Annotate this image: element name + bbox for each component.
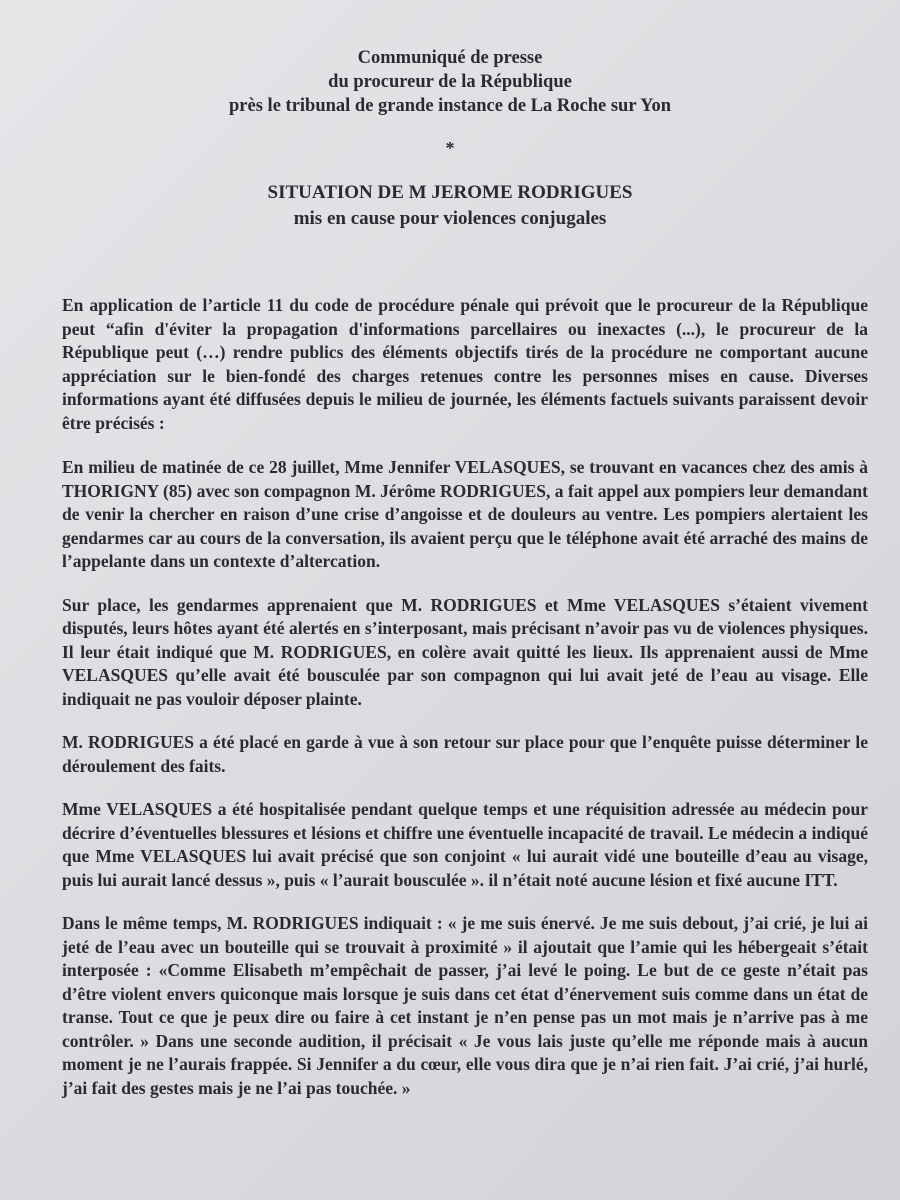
- paragraph-4: M. RODRIGUES a été placé en garde à vue à son retour sur place pour que l’enquête puisse déterminer le déroulement des faits.: [62, 732, 868, 776]
- paragraph-2: En milieu de matinée de ce 28 juillet, Mme Jennifer VELASQUES, se trouvant en vacances chez des amis à THORIGNY (85) avec son compagnon M. Jérôme RODRIGUES, a fait appel aux pompiers leur demandant de venir la chercher en raison d’une crise d’angoisse et de douleurs au ventre. Les pompiers alertaient les gendarmes car au cours de la conversation, ils avaient perçu que le téléphone avait été arraché des mains de l’appelante dans un contexte d’altercation.: [62, 457, 868, 571]
- document-title: [0, 180, 900, 232]
- press-release-header: [0, 46, 900, 118]
- document-body: [62, 294, 868, 1120]
- header-line-3: près le tribunal de grande instance de La Roche sur Yon: [229, 96, 671, 116]
- paragraph-1: En application de l’article 11 du code de procédure pénale qui prévoit que le procureur de la République peut “afin d'éviter la propagation d'informations parcellaires ou inexactes (...), le procureur de la République peut (…) rendre publics des éléments objectifs tirés de la procédure ne comportant aucune appréciation sur le bien-fondé des charges retenues contre les personnes mises en cause. Diverses informations ayant été diffusées depuis le milieu de journée, les éléments factuels suivants paraissent devoir être précisés :: [62, 295, 868, 433]
- header-line-1: Communiqué de presse: [357, 48, 543, 68]
- paragraph-5: Mme VELASQUES a été hospitalisée pendant quelque temps et une réquisition adressée au médecin pour décrire d’éventuelles blessures et lésions et chiffre une éventuelle incapacité de travail. Le médecin a indiqué que Mme VELASQUES lui avait précisé que son conjoint « lui aurait vidé une bouteille d’eau au visage, puis lui aurait lancé dessus », puis « l’aurait bousculée ». il n’était noté aucune lésion et fixé aucune ITT.: [62, 799, 868, 890]
- paragraph-3: Sur place, les gendarmes apprenaient que M. RODRIGUES et Mme VELASQUES s’étaient vivement disputés, leurs hôtes ayant été alertés en s’interposant, mais précisant n’avoir pas vu de violences physiques. Il leur était indiqué que M. RODRIGUES, en colère avait quitté les lieux. Ils apprenaient aussi de Mme VELASQUES qu’elle avait été bousculée par son compagnon qui lui avait jeté de l’eau au visage. Elle indiquait ne pas vouloir déposer plainte.: [62, 594, 868, 709]
- title-subtitle: mis en cause pour violences conjugales: [293, 208, 607, 229]
- header-line-2: du procureur de la République: [328, 72, 572, 92]
- title-main: SITUATION DE M JEROME RODRIGUES: [267, 182, 633, 203]
- separator-asterisk: *: [445, 138, 455, 158]
- paragraph-6: Dans le même temps, M. RODRIGUES indiquait : « je me suis énervé. Je me suis debout, j’ai crié, je lui ai jeté de l’eau avec un bouteille qui se trouvait à proximité » il ajoutait que l’amie qui les hébergeait s’était interposée : «Comme Elisabeth m’empêchait de passer, j’ai levé le poing. Le but de ce geste n’était pas d’être violent envers quiconque mais lorsque je suis dans cet état d’énervement suis comme dans un état de transe. Tout ce que je peux dire ou faire à cet instant je n’en pense pas un mot mais je n’arrive pas à me contrôler. » Dans une seconde audition, il précisait « Je vous lais juste qu’elle me réponde mais à aucun moment je ne l’aurais frappée. Si Jennifer a du cœur, elle vous dira que je n’ai rien fait. J’ai crié, j’ai hurlé, j’ai fait des gestes mais je ne l’ai pas touchée. »: [62, 913, 868, 1098]
